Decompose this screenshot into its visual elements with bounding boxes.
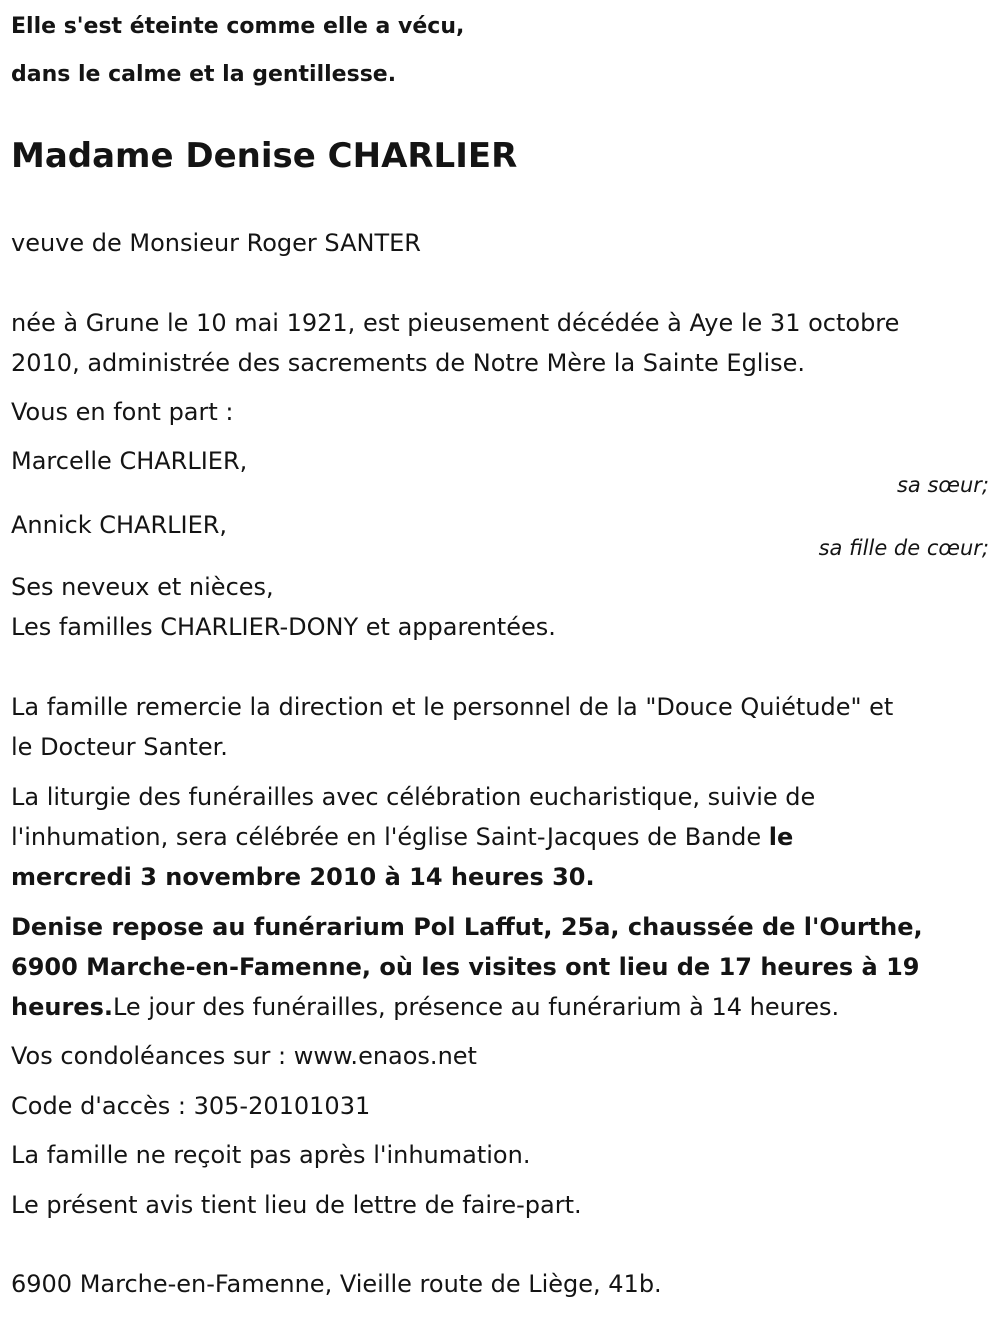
notice-line: Le présent avis tient lieu de lettre de faire-part. xyxy=(11,1191,582,1219)
visitation-line-3 xyxy=(11,987,839,1027)
access-code-line: Code d'accès : 305-20101031 xyxy=(11,1092,371,1120)
birth-death-line-1: née à Grune le 10 mai 1921, est pieusement décédée à Aye le 31 octobre xyxy=(11,309,900,337)
nephews-nieces-line: Ses neveux et nièces, xyxy=(11,573,274,601)
liturgy-line-2 xyxy=(11,817,793,857)
deceased-name: Madame Denise CHARLIER xyxy=(11,136,518,176)
announcer-relation: sa sœur; xyxy=(896,473,989,497)
no-reception-line: La famille ne reçoit pas après l'inhumation. xyxy=(11,1141,531,1169)
thanks-line-2: le Docteur Santer. xyxy=(11,733,228,761)
liturgy-church-text: l'inhumation, sera célébrée en l'église Saint-Jacques de Bande xyxy=(11,823,769,851)
liturgy-date-time: mercredi 3 novembre 2010 à 14 heures 30. xyxy=(11,863,595,891)
spouse-line: veuve de Monsieur Roger SANTER xyxy=(11,229,421,257)
visitation-hours-end: heures. xyxy=(11,993,113,1021)
thanks-line-1: La famille remercie la direction et le personnel de la "Douce Quiétude" et xyxy=(11,693,894,721)
announcer-relation: sa fille de cœur; xyxy=(818,536,989,560)
announcers-intro: Vous en font part : xyxy=(11,398,234,426)
visitation-line-1: Denise repose au funérarium Pol Laffut, 25a, chaussée de l'Ourthe, xyxy=(11,913,923,941)
announcer-name: Annick CHARLIER, xyxy=(11,511,228,539)
quote-line-1: Elle s'est éteinte comme elle a vécu, xyxy=(11,14,465,39)
announcer-name: Marcelle CHARLIER, xyxy=(11,447,248,475)
condolences-line: Vos condoléances sur : www.enaos.net xyxy=(11,1042,477,1070)
visitation-line-2: 6900 Marche-en-Famenne, où les visites ont lieu de 17 heures à 19 xyxy=(11,953,920,981)
liturgy-date-start: le xyxy=(768,823,794,851)
birth-death-line-2: 2010, administrée des sacrements de Notre Mère la Sainte Eglise. xyxy=(11,349,806,377)
quote-line-2: dans le calme et la gentillesse. xyxy=(11,62,397,87)
family-address: 6900 Marche-en-Famenne, Vieille route de Liège, 41b. xyxy=(11,1270,662,1298)
families-line: Les familles CHARLIER-DONY et apparentées. xyxy=(11,613,556,641)
liturgy-line-1: La liturgie des funérailles avec célébration eucharistique, suivie de xyxy=(11,783,816,811)
funeral-day-presence: Le jour des funérailles, présence au funérarium à 14 heures. xyxy=(112,993,840,1021)
